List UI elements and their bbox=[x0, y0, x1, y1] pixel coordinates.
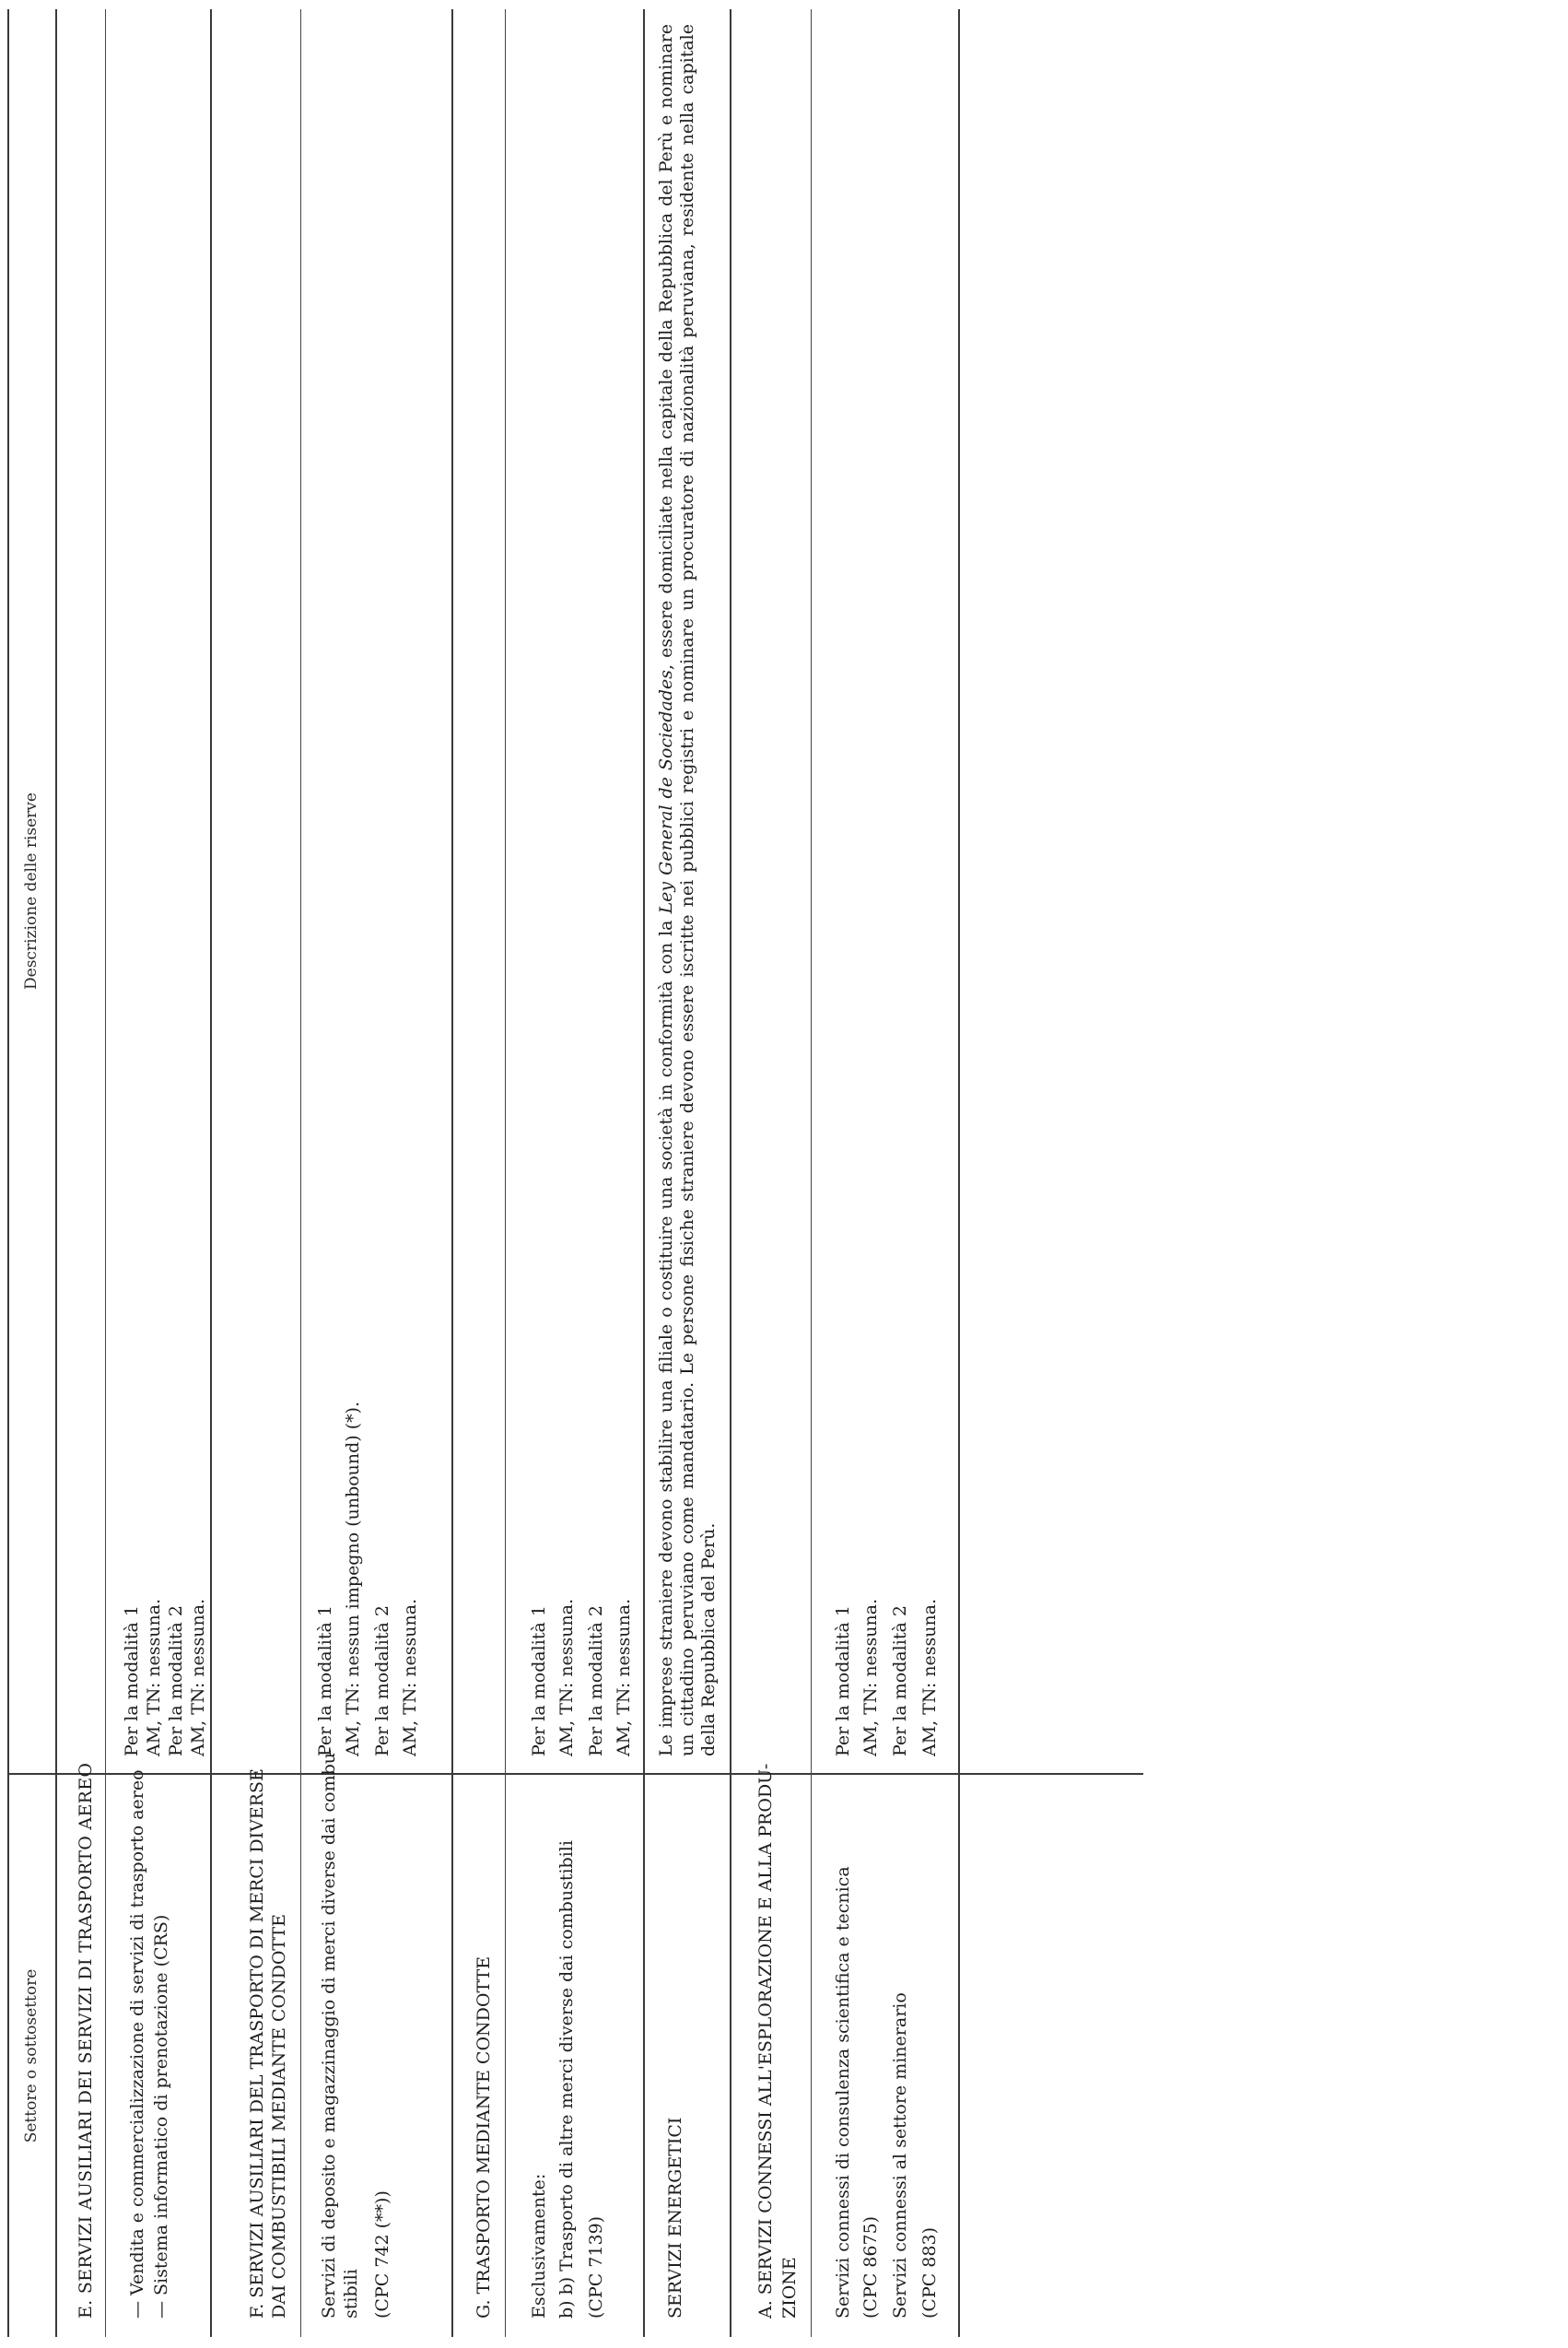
sector-F-sub-3: (CPC 742 (**)) bbox=[372, 2190, 392, 2319]
reserve-E-1: Per la modalità 1 bbox=[122, 1605, 142, 1756]
sector-F-sub-1: Servizi di deposito e magazzinaggio di merci diverse dai combu- bbox=[319, 1746, 339, 2319]
sector-E-sub-2: — Sistema informatico di prenotazione (CRS) bbox=[151, 1914, 171, 2319]
rule-after-A bbox=[811, 9, 812, 2337]
reserve-F-4: AM, TN: nessuna. bbox=[400, 1598, 420, 1756]
energy-text-1: Le imprese straniere devono stabilire una filiale o costituire una società in conformità con la bbox=[656, 913, 676, 1756]
sector-A-sub-1: Servizi connessi di consulenza scientifica e tecnica bbox=[833, 1866, 853, 2319]
sector-energy: SERVIZI ENERGETICI bbox=[665, 2117, 685, 2319]
law-name: Ley General de Sociedades bbox=[656, 669, 676, 914]
header-sector: Settore o sottosettore bbox=[22, 1968, 41, 2143]
reserve-A-4: AM, TN: nessuna. bbox=[919, 1598, 940, 1756]
sector-A-sub-3: Servizi connessi al settore minerario bbox=[890, 1992, 910, 2319]
reserve-G-2: AM, TN: nessuna. bbox=[556, 1598, 577, 1756]
reserve-G-3: Per la modalità 2 bbox=[586, 1605, 606, 1756]
rule-after-E-sub bbox=[210, 9, 212, 2337]
sector-E-sub-1: — Vendita e commercializzazione di servizi di trasporto aereo bbox=[127, 1769, 147, 2319]
reserve-E-3: Per la modalità 2 bbox=[166, 1605, 186, 1756]
top-rule bbox=[7, 9, 9, 2337]
energy-paragraph bbox=[656, 24, 720, 1756]
sector-F-sub-2: stibili bbox=[341, 2269, 361, 2319]
sector-F-1: F. SERVIZI AUSILIARI DEL TRASPORTO DI MERCI DIVERSE bbox=[247, 1768, 267, 2319]
reserve-F-2: AM, TN: nessun impegno (unbound) (*). bbox=[343, 1401, 363, 1756]
reserve-A-1: Per la modalità 1 bbox=[833, 1605, 853, 1756]
rule-after-energy bbox=[730, 9, 731, 2337]
reserve-F-3: Per la modalità 2 bbox=[372, 1605, 392, 1756]
rule-after-G-sub bbox=[643, 9, 645, 2337]
header-reserves: Descrizione delle riserve bbox=[22, 792, 41, 990]
sector-G-sub-3: (CPC 7139) bbox=[586, 2215, 606, 2319]
energy-text-2: , essere domiciliate nella capitale della Repubblica del Perù e nominare un cittadino peruviano come mandatario. Le persone fisiche straniere devono essere iscritte nei pubblici registri e nominare un procuratore di nazionalità peruviana, residente nella capitale della Repubblica del Perù. bbox=[656, 23, 719, 1756]
sector-A-2: ZIONE bbox=[779, 2257, 800, 2319]
sector-E: E. SERVIZI AUSILIARI DEI SERVIZI DI TRASPORTO AEREO bbox=[76, 1762, 96, 2319]
sector-A-sub-2: (CPC 8675) bbox=[860, 2215, 881, 2319]
header-rule bbox=[55, 9, 57, 2337]
reserve-G-4: AM, TN: nessuna. bbox=[614, 1598, 634, 1756]
sector-A-sub-4: (CPC 883) bbox=[919, 2227, 940, 2319]
reserve-E-2: AM, TN: nessuna. bbox=[144, 1598, 164, 1756]
sector-G-sub-1: Esclusivamente: bbox=[529, 2173, 549, 2319]
sector-A-1: A. SERVIZI CONNESSI ALL'ESPLORAZIONE E ALLA PRODU- bbox=[755, 1763, 776, 2319]
rule-after-F-sub bbox=[451, 9, 453, 2337]
sector-F-2: DAI COMBUSTIBILI MEDIANTE CONDOTTE bbox=[269, 1914, 289, 2319]
column-rule bbox=[7, 1773, 1143, 1775]
bottom-rule bbox=[958, 9, 960, 2337]
reserve-A-2: AM, TN: nessuna. bbox=[860, 1598, 881, 1756]
sector-G: G. TRASPORTO MEDIANTE CONDOTTE bbox=[474, 1955, 494, 2319]
reserve-G-1: Per la modalità 1 bbox=[529, 1605, 549, 1756]
reserve-F-1: Per la modalità 1 bbox=[315, 1605, 335, 1756]
rule-after-G bbox=[505, 9, 506, 2337]
rule-after-F bbox=[300, 9, 301, 2337]
reserve-A-3: Per la modalità 2 bbox=[890, 1605, 910, 1756]
sector-G-sub-2: b) b) Trasporto di altre merci diverse dai combustibili bbox=[556, 1840, 577, 2319]
rule-after-E bbox=[105, 9, 106, 2337]
reserve-E-4: AM, TN: nessuna. bbox=[188, 1598, 208, 1756]
